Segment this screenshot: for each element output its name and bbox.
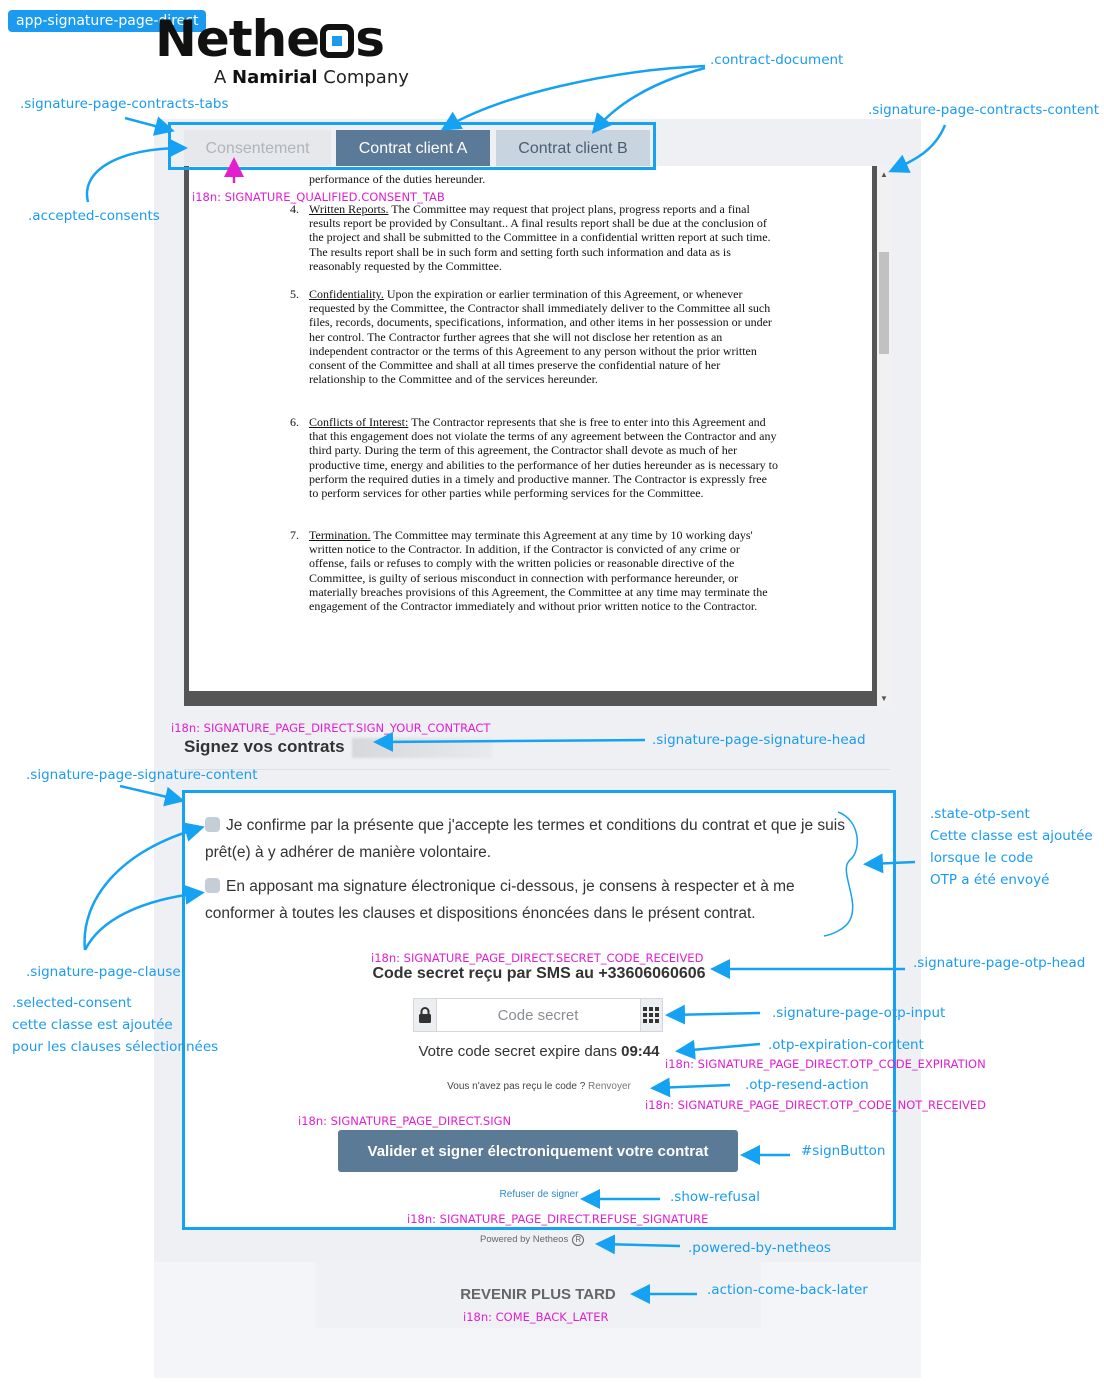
tabs-highlight-box <box>168 122 656 170</box>
annotation-label: .action-come-back-later <box>707 1282 868 1298</box>
app-tag: app-signature-page-direct <box>8 10 206 32</box>
tab-consent[interactable]: Consentement <box>184 130 331 168</box>
annotation-label: pour les clauses sélectionnées <box>12 1039 219 1055</box>
annotation-label: .signature-page-signature-head <box>652 732 866 748</box>
annotation-label: .contract-document <box>710 52 844 68</box>
annotation-label: #signButton <box>801 1143 886 1159</box>
otp-head: Code secret reçu par SMS au +33606060606 <box>372 965 706 982</box>
i18n-label: i18n: SIGNATURE_PAGE_DIRECT.SIGN_YOUR_CONTRACT <box>171 721 491 735</box>
document-page: performance of the duties hereunder. 4. Written Reports. The Committee may request that project plans, progress reports and a final results report be provided by Consultant.. A final results report shall be due at the conclusion of the project and shall be submitted to the Committee in a confidential written report at such time. The results report shall be in such form and setting forth such information and data as is reasonably requested by the Committee. 5. Confidentiality. Upon the expiration or earlier termination of this Agreement, or whenever requested by the Committee, the Contractor shall immediately deliver to the Committee all such files, records, documents, specifications, information, and other items in her possession or under her control. The Contractor further agrees that she will not disclose her retention as an independent contractor or the terms of this Agreement to any person without the prior written consent of the Committee and shall at all times preserve the confidential nature of her relationship to the Committee and of the services hereunder. 6. Conflicts of Interest: The Contractor represents that she is free to enter into this Agreement and that this engagement does not violate the terms of any agreement between the Contractor and any third party. During the term of this agreement, the Contractor shall devote as much of her productive time, energy and abilities to the performance of her duties hereunder as is necessary to perform the required duties in a timely and productive manner. The Contractor is expressly free to perform services for other parties while performing services for the Committee. 7. Termination. The Committee may terminate this Agreement at any time by 10 working days' written notice to the Contractor. In addition, if the Contractor is convicted of any crime or offense, fails or refuses to comply with the written policies or reasonable directive of the Committee, is guilty of serious misconduct in connection with performance hereunder, or materially breaches provisions of this Agreement, the Committee at any time may terminate the engagement of the Contractor immediately and without prior written notice to the Contractor. <box>189 166 872 691</box>
i18n-label: i18n: SIGNATURE_PAGE_DIRECT.OTP_CODE_NOT_RECEIVED <box>645 1098 986 1112</box>
i18n-label: i18n: COME_BACK_LATER <box>463 1310 609 1324</box>
document-clause: Confidentiality. Upon the expiration or earlier termination of this Agreement, or whenever requested by the Committee, the Contractor shall immediately deliver to the Committee all such files, records, documents, specifications, information, and other items in her possession or under her control. The Contractor further agrees that she will not disclose her retention as an independent contractor or the terms of this Agreement to any person without the prior written consent of the Committee and shall at all times preserve the confidential nature of her relationship to the Committee and of the services hereunder. <box>309 287 772 387</box>
logo-mark-icon <box>320 24 354 58</box>
otp-timer: 09:44 <box>621 1043 660 1060</box>
document-clause: Written Reports. The Committee may request that project plans, progress reports and a final results report be provided by Consultant.. A final results report shall be due at the conclusion of the project and shall be submitted to the Committee in a confidential written report at such time. The results report shall be in such form and setting forth such information and data as is reasonably requested by the Committee. <box>309 202 771 273</box>
annotation-label: .signature-page-signature-content <box>26 767 258 783</box>
annotation-label: lorsque le code <box>930 850 1034 866</box>
annotation-label: .signature-page-clause <box>26 964 181 980</box>
i18n-label: i18n: SIGNATURE_QUALIFIED.CONSENT_TAB <box>192 190 445 204</box>
resend-link[interactable]: Renvoyer <box>588 1081 631 1092</box>
tab-contract-b[interactable]: Contrat client B <box>496 130 650 168</box>
annotation-label: .show-refusal <box>670 1189 760 1205</box>
tab-contract-a[interactable]: Contrat client A <box>336 130 490 168</box>
annotation-label: .signature-page-contracts-content <box>868 102 1100 118</box>
logo-tagline: A Namirial Company <box>214 67 409 88</box>
annotation-label: .selected-consent <box>12 995 132 1011</box>
i18n-label: i18n: SIGNATURE_PAGE_DIRECT.SIGN <box>298 1114 512 1128</box>
refuse-signature-link[interactable]: Refuser de signer <box>499 1189 579 1200</box>
scroll-up-icon[interactable]: ▲ <box>880 170 888 179</box>
document-clause: Termination. The Committee may terminate this Agreement at any time by 10 working days' written notice to the Contractor. In addition, if the Contractor is convicted of any crime or offense, fails or refuses to comply with the written policies or reasonable directive of the Committee, is guilty of serious misconduct in connection with performance hereunder, or materially breaches provisions of this Agreement, the Committee at any time may terminate the engagement of the Contractor immediately and without prior written notice to the Contractor. <box>309 528 768 614</box>
annotation-label: .state-otp-sent <box>930 806 1030 822</box>
annotation-label: Cette classe est ajoutée <box>930 828 1093 844</box>
document-clause: Conflicts of Interest: The Contractor represents that she is free to enter into this Agreement and that this engagement does not violate the terms of any agreement between the Contractor and any third party. During the term of this agreement, the Contractor shall devote as much of her productive time, energy and abilities to the performance of her duties hereunder as is necessary to perform the required duties in a timely and productive manner. The Contractor is expressly free to perform services for other parties while performing services for the Committee. <box>309 415 778 501</box>
i18n-label: i18n: SIGNATURE_PAGE_DIRECT.REFUSE_SIGNATURE <box>407 1212 709 1226</box>
otp-resend: Vous n'avez pas reçu le code ? Renvoyer <box>447 1081 631 1092</box>
document-scrollbar[interactable] <box>877 166 891 706</box>
i18n-label: i18n: SIGNATURE_PAGE_DIRECT.SECRET_CODE_RECEIVED <box>371 951 704 965</box>
annotation-label: .powered-by-netheos <box>688 1240 831 1256</box>
annotation-label: .accepted-consents <box>28 208 160 224</box>
i18n-label: i18n: SIGNATURE_PAGE_DIRECT.OTP_CODE_EXPIRATION <box>665 1057 986 1071</box>
scroll-down-icon[interactable]: ▼ <box>880 694 888 703</box>
come-back-later-button[interactable]: REVENIR PLUS TARD <box>460 1286 616 1303</box>
annotation-label: cette classe est ajoutée <box>12 1017 173 1033</box>
annotation-label: OTP a été envoyé <box>930 872 1050 888</box>
otp-expiration: Votre code secret expire dans 09:44 <box>418 1043 660 1060</box>
registered-icon: R <box>572 1234 584 1246</box>
annotation-label: .signature-page-otp-input <box>772 1005 946 1021</box>
divider <box>184 769 890 770</box>
document-fragment: performance of the duties hereunder. <box>309 172 486 186</box>
annotation-label: .signature-page-contracts-tabs <box>20 96 229 112</box>
redacted-name <box>352 738 492 758</box>
signature-head: Signez vos contrats <box>184 737 345 756</box>
sign-button[interactable]: Valider et signer électroniquement votre contrat <box>338 1130 738 1172</box>
annotation-label: .otp-expiration-content <box>768 1037 924 1053</box>
annotation-label: .otp-resend-action <box>745 1077 869 1093</box>
signature-clause[interactable]: Je confirme par la présente que j'accepte les termes et conditions du contrat et que je suis prêt(e) à y adhérer de manière volontaire. <box>205 817 845 861</box>
netheos-logo: Nethe s <box>155 10 384 68</box>
scrollbar-thumb[interactable] <box>879 252 889 354</box>
annotation-label: .signature-page-otp-head <box>913 955 1086 971</box>
powered-by-netheos: Powered by Netheos R <box>480 1234 584 1246</box>
signature-clause[interactable]: En apposant ma signature électronique ci-dessous, je consens à respecter et à me conformer à toutes les clauses et dispositions énoncées dans le présent contrat. <box>205 878 795 922</box>
